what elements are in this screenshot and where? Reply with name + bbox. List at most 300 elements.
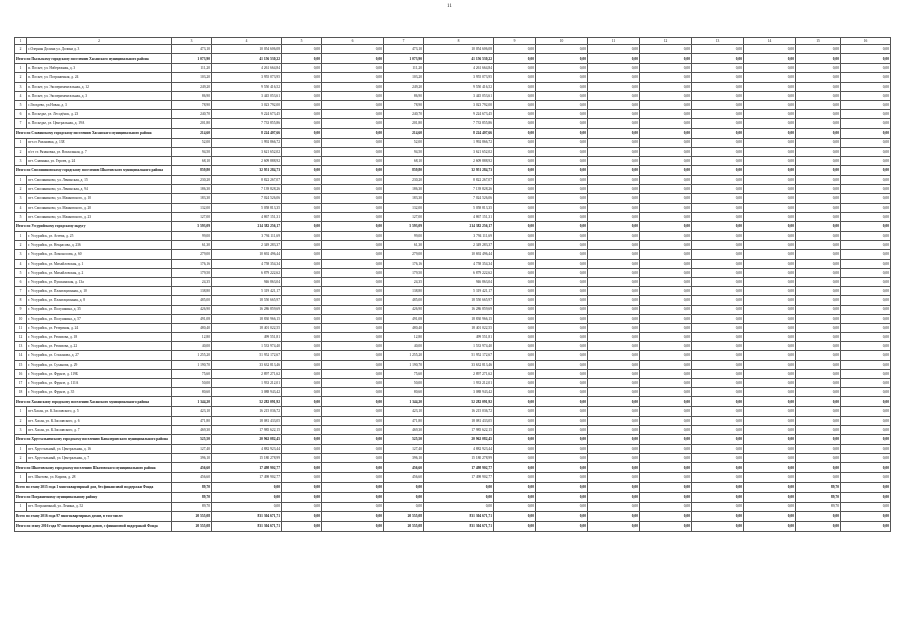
value-cell: 0,00 [494, 212, 536, 221]
value-cell: 0,00 [322, 434, 384, 444]
column-number-cell: 13 [692, 38, 744, 45]
value-cell: 0,00 [322, 473, 384, 482]
value-cell: 0,00 [692, 277, 744, 286]
column-number-cell: 5 [282, 38, 322, 45]
subtotal-row [15, 463, 891, 473]
value-cell: 0,00 [212, 502, 282, 511]
row-number: 3 [15, 250, 27, 259]
value-cell: 0,00 [322, 511, 384, 521]
value-cell: 0,00 [640, 277, 692, 286]
value-cell: 183,30 [172, 194, 212, 203]
row-number: 15 [15, 360, 27, 369]
value-cell: 20 555,08 [172, 511, 212, 521]
value-cell: 0,00 [494, 82, 536, 91]
value-cell: 0,00 [212, 482, 282, 492]
value-cell: 186,30 [172, 185, 212, 194]
value-cell: 0,00 [322, 502, 384, 511]
value-cell: 0,00 [744, 342, 796, 351]
value-cell: 0,00 [588, 434, 640, 444]
value-cell: 0,00 [744, 333, 796, 342]
value-cell: 94,50 [384, 147, 424, 156]
value-cell: 0,00 [322, 416, 384, 425]
value-cell: 127,00 [172, 212, 212, 221]
value-cell: 0,00 [588, 463, 640, 473]
value-cell: 99,00 [384, 232, 424, 241]
value-cell: 279,00 [172, 250, 212, 259]
value-cell: 0,00 [841, 369, 891, 378]
value-cell: 0,00 [494, 222, 536, 232]
address-cell: с.Гвоздево, ул.Новая, д. 3 [27, 100, 172, 109]
value-cell: 17 498 902,77 [212, 473, 282, 482]
table-row [15, 138, 891, 147]
value-cell: 0,00 [692, 54, 744, 64]
value-cell: 132,00 [384, 203, 424, 212]
value-cell: 0,00 [841, 416, 891, 425]
value-cell: 0,00 [841, 277, 891, 286]
value-cell: 0,00 [640, 222, 692, 232]
address-cell: п. Посьет, ул. Пограничная, д. 24 [27, 73, 172, 82]
value-cell: 249,20 [384, 82, 424, 91]
value-cell: 0,00 [744, 128, 796, 138]
table-row [15, 473, 891, 482]
value-cell: 0,00 [744, 138, 796, 147]
value-cell: 40,00 [172, 342, 212, 351]
value-cell: 89,70 [796, 492, 841, 502]
value-cell: 1 933 212,01 [212, 379, 282, 388]
address-cell: г. Уссурийск, ул. Михайловская, д. 2 [27, 268, 172, 277]
address-cell: г. Уссурийск, ул. Ремизова, д. 22 [27, 342, 172, 351]
value-cell: 0,00 [536, 434, 588, 444]
value-cell: 176,16 [172, 259, 212, 268]
value-cell: 0,00 [282, 434, 322, 444]
address-cell: п. Посьедье, ул. Центральная, д. 19А [27, 119, 172, 128]
value-cell: 7 024 526,06 [424, 194, 494, 203]
value-cell: 0,00 [692, 232, 744, 241]
value-cell: 0,00 [640, 407, 692, 416]
value-cell: 0,00 [744, 54, 796, 64]
value-cell: 0,00 [796, 156, 841, 165]
row-number: 4 [15, 259, 27, 268]
value-cell: 0,00 [494, 351, 536, 360]
value-cell: 0,00 [796, 194, 841, 203]
value-cell: 0,00 [744, 444, 796, 453]
value-cell: 0,00 [640, 212, 692, 221]
value-cell: 0,00 [796, 416, 841, 425]
value-cell: 0,00 [536, 268, 588, 277]
value-cell: 0,00 [841, 73, 891, 82]
value-cell: 0,00 [692, 473, 744, 482]
value-cell: 89,70 [172, 482, 212, 492]
value-cell: 0,00 [841, 511, 891, 521]
value-cell: 4 867 151,31 [424, 212, 494, 221]
value-cell: 0,00 [322, 250, 384, 259]
table-row [15, 342, 891, 351]
value-cell: 471,80 [384, 416, 424, 425]
address-cell: пгт. Славянка, ул. Героев, д. 24 [27, 156, 172, 165]
value-cell: 0,00 [841, 222, 891, 232]
value-cell: 0,00 [841, 45, 891, 54]
value-cell: 0,00 [494, 128, 536, 138]
value-cell: 0,00 [796, 379, 841, 388]
address-cell: г. Уссурийск, ул. Михайловская, д. 1 [27, 259, 172, 268]
row-number: 10 [15, 314, 27, 323]
value-cell: 52,00 [172, 138, 212, 147]
value-cell: 0,00 [282, 45, 322, 54]
value-cell: 0,00 [796, 268, 841, 277]
column-number-cell: 7 [384, 38, 424, 45]
value-cell: 0,00 [282, 323, 322, 332]
value-cell: 0,00 [692, 379, 744, 388]
value-cell: 0,00 [536, 194, 588, 203]
value-cell: 0,00 [384, 502, 424, 511]
value-cell: 0,00 [744, 502, 796, 511]
value-cell: 0,00 [692, 407, 744, 416]
value-cell: 0,00 [282, 259, 322, 268]
value-cell: 75,60 [172, 369, 212, 378]
value-cell: 0,00 [322, 185, 384, 194]
value-cell: 0,00 [692, 454, 744, 463]
value-cell: 0,00 [588, 119, 640, 128]
value-cell: 0,00 [841, 119, 891, 128]
value-cell: 0,00 [841, 425, 891, 434]
value-cell: 0,00 [282, 296, 322, 305]
value-cell: 9 224 673,45 [424, 110, 494, 119]
value-cell: 16 215 036,72 [424, 407, 494, 416]
value-cell: 456,60 [384, 463, 424, 473]
value-cell: 138,80 [172, 287, 212, 296]
table-row [15, 250, 891, 259]
value-cell: 0,00 [796, 323, 841, 332]
value-cell: 0,00 [588, 502, 640, 511]
address-cell: пгт. Смоляниново, ул. Ленинская, д. 94 [27, 185, 172, 194]
value-cell: 471,80 [172, 416, 212, 425]
value-cell: 0,00 [692, 502, 744, 511]
value-cell: 0,00 [640, 250, 692, 259]
value-cell: 0,00 [536, 128, 588, 138]
value-cell: 214 382 256,17 [212, 222, 282, 232]
value-cell: 0,00 [640, 416, 692, 425]
column-number-cell: 9 [494, 38, 536, 45]
value-cell: 0,00 [744, 323, 796, 332]
value-cell: 0,00 [494, 166, 536, 176]
value-cell: 0,00 [384, 482, 424, 492]
subtotal-row [15, 397, 891, 407]
value-cell: 0,00 [536, 156, 588, 165]
value-cell: 485,00 [172, 296, 212, 305]
value-cell: 0,00 [841, 185, 891, 194]
value-cell: 0,00 [588, 250, 640, 259]
value-cell: 0,00 [796, 473, 841, 482]
table-row [15, 351, 891, 360]
value-cell: 0,00 [588, 369, 640, 378]
value-cell: 7 139 828,26 [212, 185, 282, 194]
table-row [15, 416, 891, 425]
value-cell: 0,00 [536, 203, 588, 212]
value-cell: 859,80 [172, 166, 212, 176]
value-cell: 0,00 [494, 296, 536, 305]
value-cell: 0,00 [692, 444, 744, 453]
value-cell: 17 985 622,15 [212, 425, 282, 434]
value-cell: 0,00 [588, 323, 640, 332]
column-number-cell: 11 [588, 38, 640, 45]
value-cell: 3 023 792,00 [212, 100, 282, 109]
value-cell: 3 955 073,95 [424, 73, 494, 82]
row-number: 4 [15, 91, 27, 100]
value-cell: 3 621 652,02 [212, 147, 282, 156]
address-cell: г. Уссурийск, ул. Полушкина, д. 35 [27, 305, 172, 314]
value-cell: 0,00 [796, 147, 841, 156]
value-cell: 0,00 [536, 166, 588, 176]
value-cell: 0,00 [796, 463, 841, 473]
value-cell: 0,00 [692, 360, 744, 369]
value-cell: 0,00 [841, 482, 891, 492]
value-cell: 0,00 [640, 388, 692, 397]
value-cell: 0,00 [744, 305, 796, 314]
value-cell: 0,00 [796, 360, 841, 369]
value-cell: 0,00 [282, 305, 322, 314]
value-cell: 0,00 [744, 176, 796, 185]
value-cell: 0,00 [588, 305, 640, 314]
value-cell: 10 692 496,44 [424, 250, 494, 259]
value-cell: 0,00 [841, 110, 891, 119]
value-cell: 0,00 [494, 511, 536, 521]
value-cell: 0,00 [494, 138, 536, 147]
value-cell: 17 498 902,77 [424, 463, 494, 473]
value-cell: 7 733 855,86 [424, 119, 494, 128]
value-cell: 1 344,20 [172, 397, 212, 407]
value-cell: 240,70 [172, 110, 212, 119]
value-cell: 24,35 [384, 277, 424, 286]
value-cell: 0,00 [640, 482, 692, 492]
value-cell: 0,00 [282, 64, 322, 73]
value-cell: 0,00 [322, 232, 384, 241]
value-cell: 0,00 [282, 454, 322, 463]
value-cell: 0,00 [282, 268, 322, 277]
row-number: 7 [15, 287, 27, 296]
row-number: 5 [15, 268, 27, 277]
value-cell: 859,80 [384, 166, 424, 176]
value-cell: 51 952 172,67 [212, 351, 282, 360]
value-cell: 0,00 [282, 110, 322, 119]
address-cell: пгт. Смоляниново, ул. Ленинская, д. 15 [27, 176, 172, 185]
value-cell: 0,00 [841, 473, 891, 482]
value-cell: 0,00 [322, 360, 384, 369]
address-cell: пгт. Хрустальный, ул. Центральная, д. 16 [27, 444, 172, 453]
value-cell: 0,00 [322, 82, 384, 91]
address-cell: г. Уссурийск, ул. Полушкина, д. 57 [27, 314, 172, 323]
value-cell: 0,00 [796, 176, 841, 185]
value-cell: 0,00 [744, 351, 796, 360]
address-cell: пгт. Хрустальный, ул. Центральная, д. 7 [27, 454, 172, 463]
subtotal-row [15, 434, 891, 444]
row-number: 3 [15, 156, 27, 165]
value-cell: 491,08 [384, 314, 424, 323]
value-cell: 0,00 [322, 463, 384, 473]
value-cell: 111,20 [172, 64, 212, 73]
value-cell: 0,00 [692, 194, 744, 203]
value-cell: 0,00 [744, 287, 796, 296]
value-cell: 0,00 [536, 45, 588, 54]
value-cell: 0,00 [692, 203, 744, 212]
value-cell: 0,00 [322, 128, 384, 138]
value-cell: 0,00 [796, 444, 841, 453]
value-cell: 0,00 [282, 241, 322, 250]
value-cell: 0,00 [588, 54, 640, 64]
value-cell: 0,00 [536, 73, 588, 82]
value-cell: 0,00 [536, 388, 588, 397]
value-cell: 0,00 [640, 54, 692, 64]
table-row [15, 45, 891, 54]
row-number: 12 [15, 333, 27, 342]
table-row [15, 194, 891, 203]
value-cell: 0,00 [494, 259, 536, 268]
value-cell: 0,00 [282, 185, 322, 194]
value-cell: 0,00 [841, 502, 891, 511]
value-cell: 230,20 [172, 176, 212, 185]
value-cell: 0,00 [692, 351, 744, 360]
value-cell: 0,00 [282, 232, 322, 241]
value-cell: 6 879 222,62 [424, 268, 494, 277]
value-cell: 78,90 [384, 100, 424, 109]
value-cell: 0,00 [588, 360, 640, 369]
row-number: 3 [15, 82, 27, 91]
value-cell: 0,00 [494, 425, 536, 434]
value-cell: 0,00 [282, 333, 322, 342]
value-cell: 0,00 [640, 194, 692, 203]
value-cell: 89,70 [796, 502, 841, 511]
column-number-cell: 4 [212, 38, 282, 45]
value-cell: 0,00 [796, 73, 841, 82]
value-cell: 0,00 [744, 511, 796, 521]
value-cell: 0,00 [282, 407, 322, 416]
value-cell: 7 139 828,26 [424, 185, 494, 194]
value-cell: 3 023 792,00 [424, 100, 494, 109]
value-cell: 480,40 [172, 323, 212, 332]
value-cell: 12,80 [384, 333, 424, 342]
value-cell: 0,00 [744, 147, 796, 156]
table-row [15, 360, 891, 369]
value-cell: 201,80 [384, 119, 424, 128]
value-cell: 0,00 [841, 342, 891, 351]
subtotal-label: Всего по этапу 2015 года 1 многоквартирный дом, без финансовой поддержки Фонда [15, 482, 172, 492]
row-number: 5 [15, 100, 27, 109]
value-cell: 214 382 256,17 [424, 222, 494, 232]
value-cell: 0,00 [282, 147, 322, 156]
housing-program-table [14, 37, 891, 532]
value-cell: 831 304 671,71 [424, 511, 494, 521]
value-cell: 0,00 [282, 511, 322, 521]
value-cell: 0,00 [322, 268, 384, 277]
value-cell: 0,00 [841, 156, 891, 165]
value-cell: 0,00 [588, 444, 640, 453]
table-row [15, 212, 891, 221]
value-cell: 0,00 [494, 444, 536, 453]
value-cell: 1 073,90 [384, 54, 424, 64]
value-cell: 0,00 [536, 492, 588, 502]
value-cell: 0,00 [640, 434, 692, 444]
value-cell: 0,00 [282, 91, 322, 100]
value-cell: 9 550 416,52 [424, 82, 494, 91]
value-cell: 0,00 [536, 360, 588, 369]
value-cell: 0,00 [640, 454, 692, 463]
value-cell: 0,00 [212, 492, 282, 502]
value-cell: 0,00 [692, 268, 744, 277]
value-cell: 0,00 [588, 222, 640, 232]
value-cell: 0,00 [796, 82, 841, 91]
value-cell: 0,00 [536, 287, 588, 296]
table-row [15, 232, 891, 241]
value-cell: 214,60 [172, 128, 212, 138]
value-cell: 0,00 [744, 185, 796, 194]
table-row [15, 203, 891, 212]
value-cell: 0,00 [640, 502, 692, 511]
value-cell: 0,00 [282, 416, 322, 425]
row-number: 8 [15, 296, 27, 305]
subtotal-label: Итого по Пограничному муниципальному району [15, 492, 172, 502]
value-cell: 2 349 283,37 [212, 241, 282, 250]
value-cell: 0,00 [494, 277, 536, 286]
table-row [15, 444, 891, 453]
value-cell: 0,00 [796, 222, 841, 232]
value-cell: 0,00 [841, 444, 891, 453]
address-cell: пгт.ст. Рязановка, д. 13Е [27, 138, 172, 147]
value-cell: 186,30 [384, 185, 424, 194]
value-cell: 0,00 [536, 305, 588, 314]
value-cell: 0,00 [322, 241, 384, 250]
value-cell: 0,00 [841, 388, 891, 397]
value-cell: 179,50 [384, 268, 424, 277]
value-cell: 3 445 053,61 [212, 91, 282, 100]
value-cell: 20 962 082,45 [212, 434, 282, 444]
value-cell: 0,00 [322, 305, 384, 314]
value-cell: 132,00 [172, 203, 212, 212]
value-cell: 0,00 [841, 323, 891, 332]
value-cell: 50,00 [172, 379, 212, 388]
value-cell: 0,00 [322, 492, 384, 502]
value-cell: 0,00 [282, 379, 322, 388]
value-cell: 0,00 [282, 176, 322, 185]
value-cell: 0,00 [841, 212, 891, 221]
value-cell: 0,00 [841, 407, 891, 416]
value-cell: 0,00 [282, 128, 322, 138]
value-cell: 230,20 [384, 176, 424, 185]
value-cell: 473,10 [172, 45, 212, 54]
value-cell: 0,00 [692, 369, 744, 378]
value-cell: 0,00 [588, 287, 640, 296]
value-cell: 456,60 [172, 473, 212, 482]
address-cell: г. Уссурийск, ул. Агеева, д. 25 [27, 232, 172, 241]
value-cell: 0,00 [841, 463, 891, 473]
value-cell: 0,00 [322, 222, 384, 232]
value-cell: 0,00 [692, 305, 744, 314]
value-cell: 3 955 073,95 [212, 73, 282, 82]
value-cell: 5 319 421,17 [424, 287, 494, 296]
value-cell: 946 863,04 [212, 277, 282, 286]
row-number: 2 [15, 454, 27, 463]
value-cell: 0,00 [282, 138, 322, 147]
row-number: 5 [15, 212, 27, 221]
value-cell: 0,00 [744, 482, 796, 492]
value-cell: 423,10 [172, 407, 212, 416]
value-cell: 24,35 [172, 277, 212, 286]
value-cell: 80,60 [172, 388, 212, 397]
value-cell: 0,00 [536, 502, 588, 511]
value-cell: 20 555,08 [384, 521, 424, 531]
table-row [15, 425, 891, 434]
value-cell: 0,00 [322, 351, 384, 360]
value-cell: 426,90 [172, 305, 212, 314]
value-cell: 0,00 [322, 482, 384, 492]
